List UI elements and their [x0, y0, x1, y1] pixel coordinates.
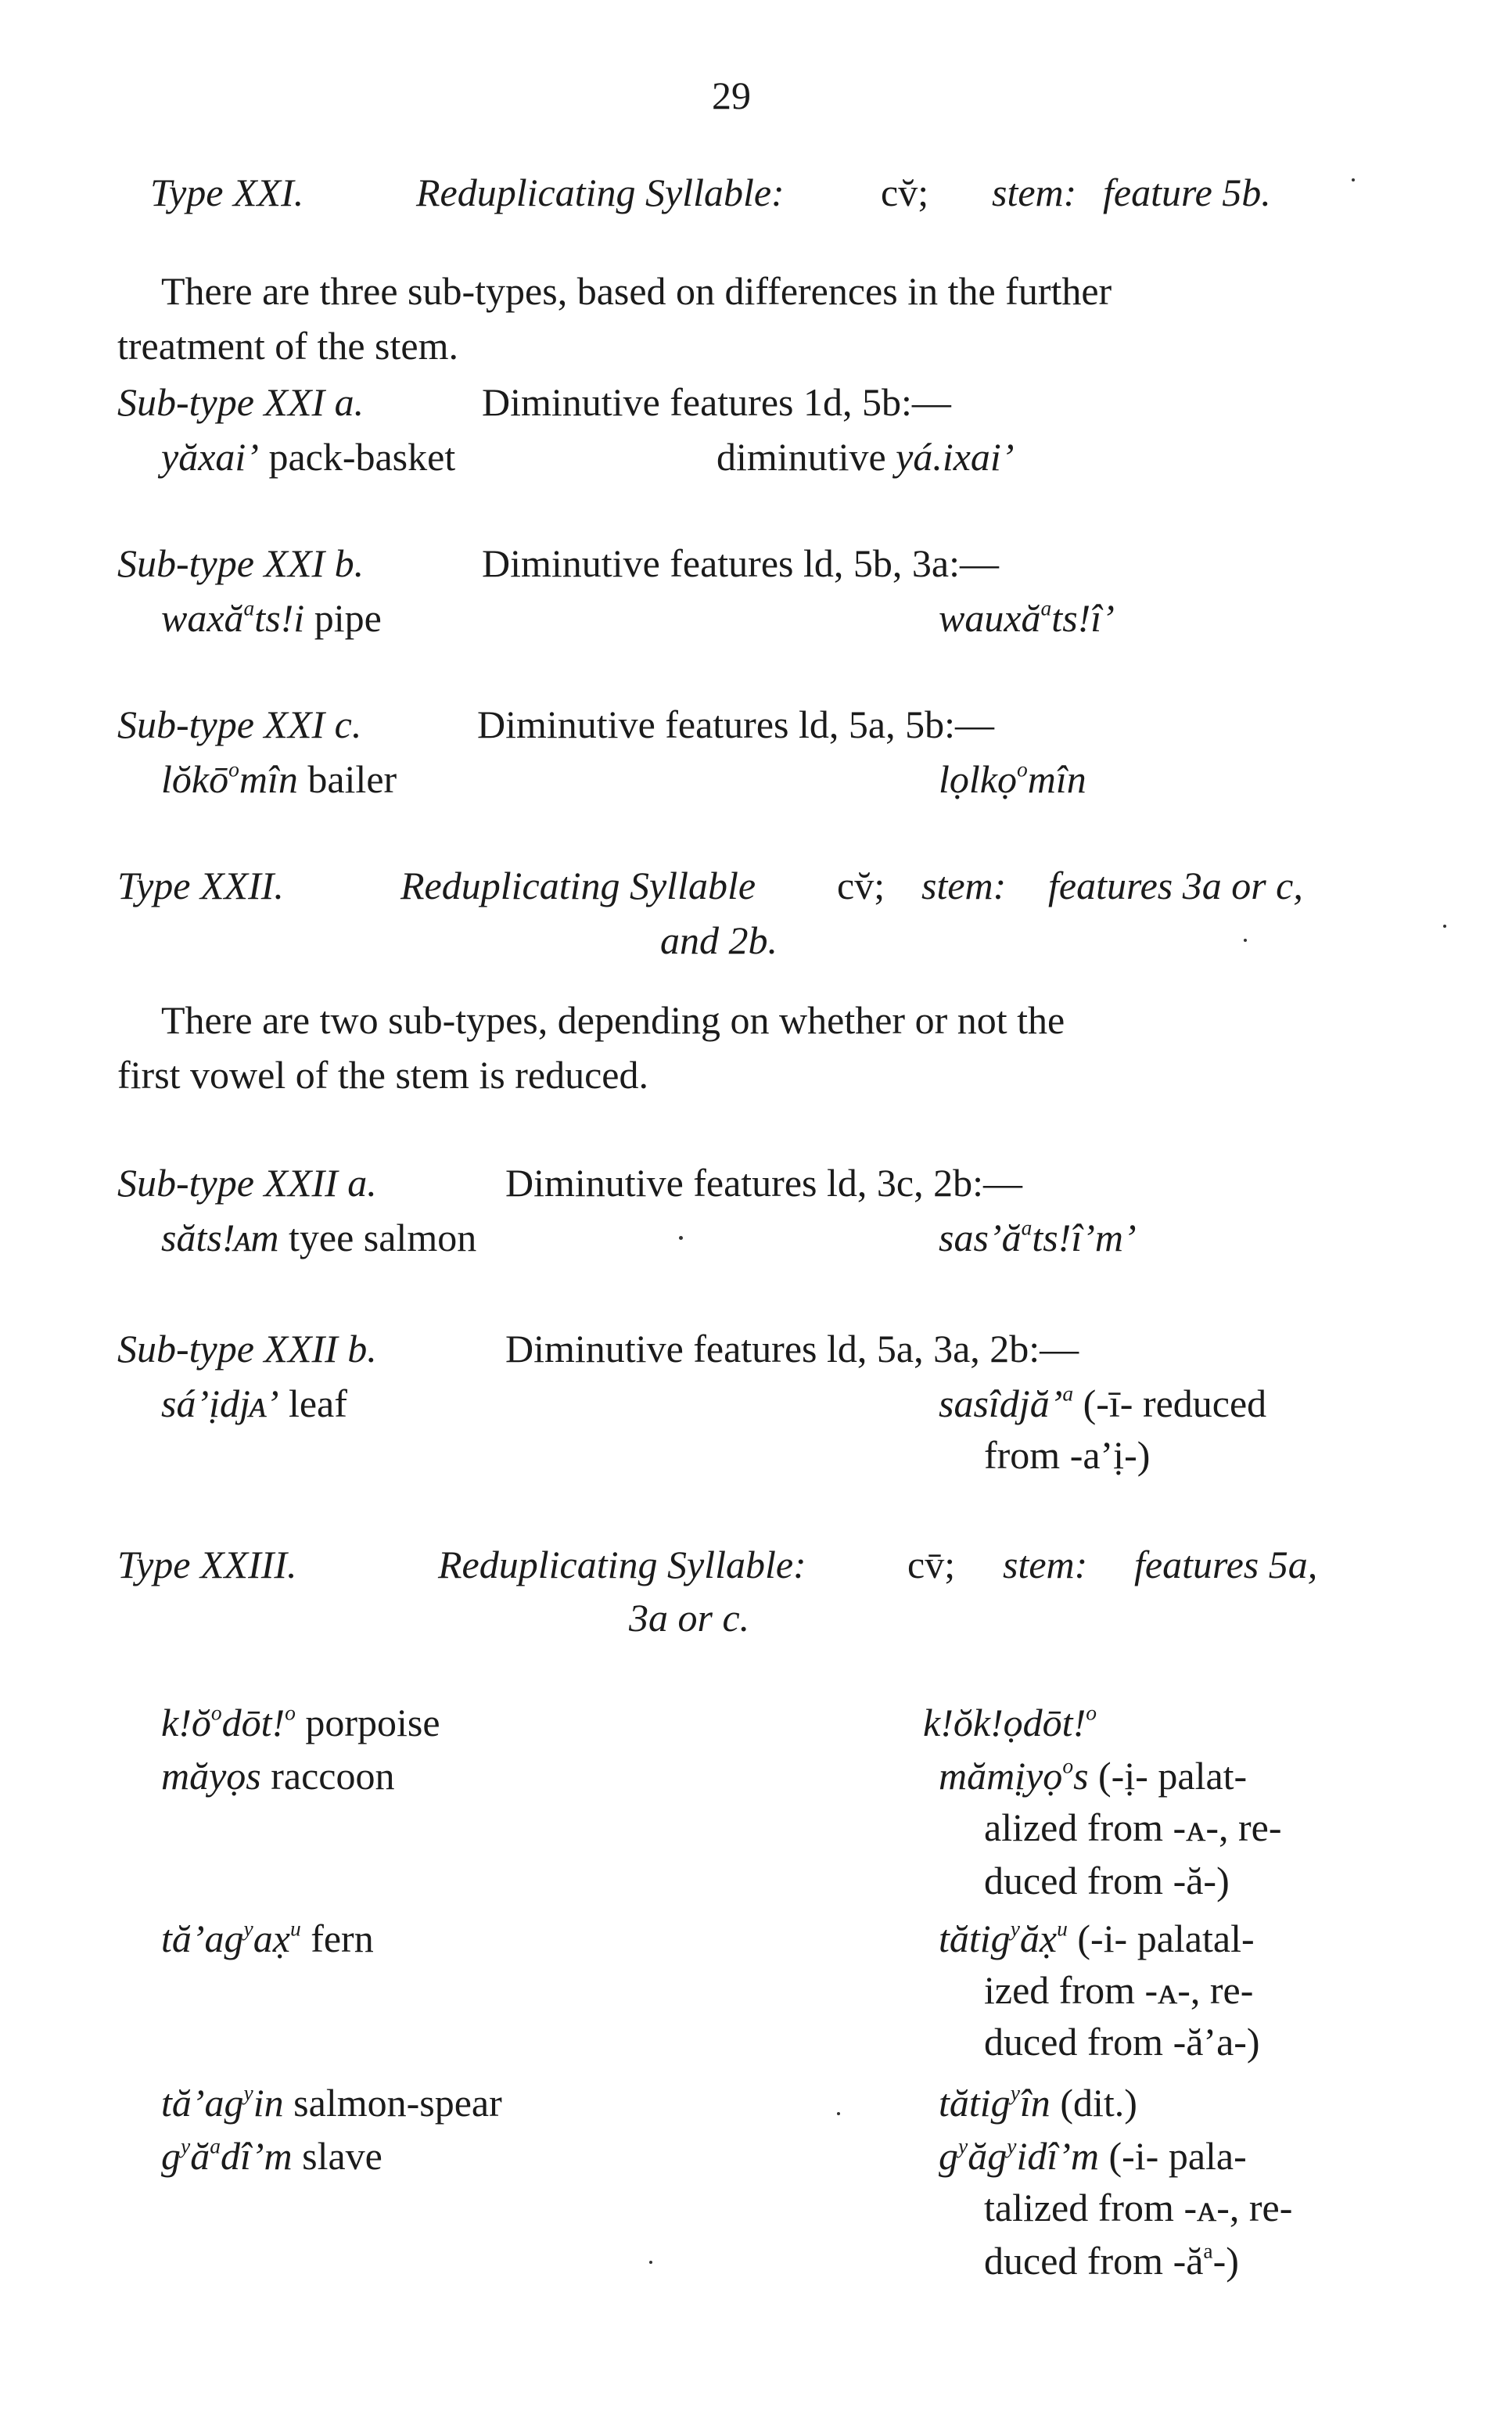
subtype-xxi-a-label: Sub-type XXI a.: [117, 380, 365, 424]
subtype-xxi-a-desc: Diminutive features 1d, 5b:—: [482, 380, 951, 424]
scan-speck: [1352, 178, 1355, 181]
example-salmon-spear-diminutive: tătig$^y$în (dit.): [939, 2080, 1137, 2125]
subtype-xxii-b-word: sá’ịdjᴀ’ leaf: [161, 1381, 347, 1425]
type-xxi-intro-line1: There are three sub-types, based on differences in the further: [161, 269, 1112, 313]
subtype-xxi-b-label: Sub-type XXI b.: [117, 541, 365, 585]
subtype-xxi-c-diminutive: lọlkọ$^o$mîn: [939, 756, 1086, 801]
type-xxii-redup: Reduplicating Syllable: [400, 864, 756, 907]
type-xxi-intro-line2: treatment of the stem.: [117, 324, 458, 368]
scan-speck: [679, 1236, 683, 1240]
type-xxiii-features: features 5a,: [1134, 1543, 1318, 1586]
example-raccoon: măyọs raccoon: [161, 1754, 395, 1798]
type-xxiii-and: 3a or c.: [629, 1596, 750, 1640]
scan-speck: [837, 2112, 840, 2115]
type-xxi-label: Type XXI.: [150, 171, 304, 214]
subtype-xxii-a-word: săts!ᴀm tyee salmon: [161, 1216, 477, 1259]
example-fern-note-line2: ized from -ᴀ-, re-: [984, 1968, 1254, 2012]
example-raccoon-note-line3: duced from -ă-): [984, 1859, 1230, 1902]
subtype-xxi-a-word: yăxai’ pack-basket: [161, 435, 456, 479]
type-xxiii-redup: Reduplicating Syllable:: [438, 1543, 806, 1586]
example-raccoon-note-line2: alized from -ᴀ-, re-: [984, 1805, 1282, 1849]
type-xxi-cv: cv̆;: [881, 171, 929, 214]
example-fern-note-line3: duced from -ă’a-): [984, 2020, 1260, 2064]
subtype-xxii-a-label: Sub-type XXII a.: [117, 1161, 377, 1205]
subtype-xxi-c-desc: Diminutive features ld, 5a, 5b:—: [477, 702, 994, 746]
subtype-xxii-b-diminutive: sasîdjă’$^a$ (-ī- reduced: [939, 1381, 1267, 1425]
example-slave-note-line2: talized from -ᴀ-, re-: [984, 2186, 1293, 2229]
subtype-xxii-a-diminutive: $sas’ă^ats!î’m$’: [939, 1215, 1137, 1259]
subtype-xxii-b-desc: Diminutive features ld, 5a, 3a, 2b:—: [505, 1327, 1079, 1371]
type-xxii-features: features 3a or c,: [1048, 864, 1303, 907]
subtype-xxii-b-label: Sub-type XXII b.: [117, 1327, 377, 1371]
example-slave-diminutive: $g^yăg^yidî’m$ (-i- pala-: [939, 2133, 1247, 2178]
type-xxiii-cv: cv̄;: [907, 1543, 956, 1586]
type-xxiii-label: Type XXIII.: [117, 1543, 297, 1586]
subtype-xxi-b-word: waxă$^a$ts!i pipe: [161, 595, 382, 640]
scan-speck: [649, 2261, 652, 2264]
subtype-xxi-b-diminutive: wauxă$^a$ts!î’: [939, 595, 1115, 640]
example-salmon-spear: $tă’ag^yin$ salmon-spear: [161, 2080, 502, 2125]
scan-speck: [1244, 939, 1247, 942]
type-xxi-redup: Reduplicating Syllable:: [416, 171, 785, 214]
subtype-xxi-c-label: Sub-type XXI c.: [117, 702, 362, 746]
example-fern: $tă’ag^yax̣^u$ fern: [161, 1916, 374, 1960]
subtype-xxii-a-desc: Diminutive features ld, 3c, 2b:—: [505, 1161, 1022, 1205]
scan-speck: [1443, 925, 1446, 928]
example-fern-diminutive: tătig$^y$ăx̣$^u$ (-i- palatal-: [939, 1916, 1255, 1960]
type-xxii-intro-line2: first vowel of the stem is reduced.: [117, 1053, 648, 1097]
type-xxii-label: Type XXII.: [117, 864, 284, 907]
type-xxiii-stem: stem:: [1003, 1543, 1088, 1586]
type-xxii-stem: stem:: [921, 864, 1007, 907]
example-porpoise: $k!ŏ^odōt!^o$ porpoise: [161, 1700, 440, 1744]
example-porpoise-diminutive: k!ŏk!ọdōt!$^o$: [923, 1700, 1097, 1744]
subtype-xxi-a-diminutive: diminutive yá.ixai’: [716, 435, 1015, 479]
type-xxii-cv: cv̆;: [837, 864, 885, 907]
page-number: 29: [712, 74, 751, 117]
type-xxi-stem: stem:: [992, 171, 1077, 214]
type-xxi-feature: feature 5b.: [1103, 171, 1271, 214]
subtype-xxii-b-note: from -a’ị-): [984, 1433, 1151, 1477]
subtype-xxi-c-word: lŏkō$^o$mîn bailer: [161, 756, 397, 801]
subtype-xxi-b-desc: Diminutive features ld, 5b, 3a:—: [482, 541, 999, 585]
type-xxii-and: and 2b.: [660, 918, 778, 962]
example-slave: $g^yă^adî’m$ slave: [161, 2133, 382, 2178]
example-slave-note-line3: duced from $-ă^a-$): [984, 2238, 1239, 2283]
type-xxii-intro-line1: There are two sub-types, depending on whether or not the: [161, 998, 1065, 1042]
example-raccoon-diminutive: mămịyọ$^o$s (-ị- palat-: [939, 1753, 1248, 1798]
